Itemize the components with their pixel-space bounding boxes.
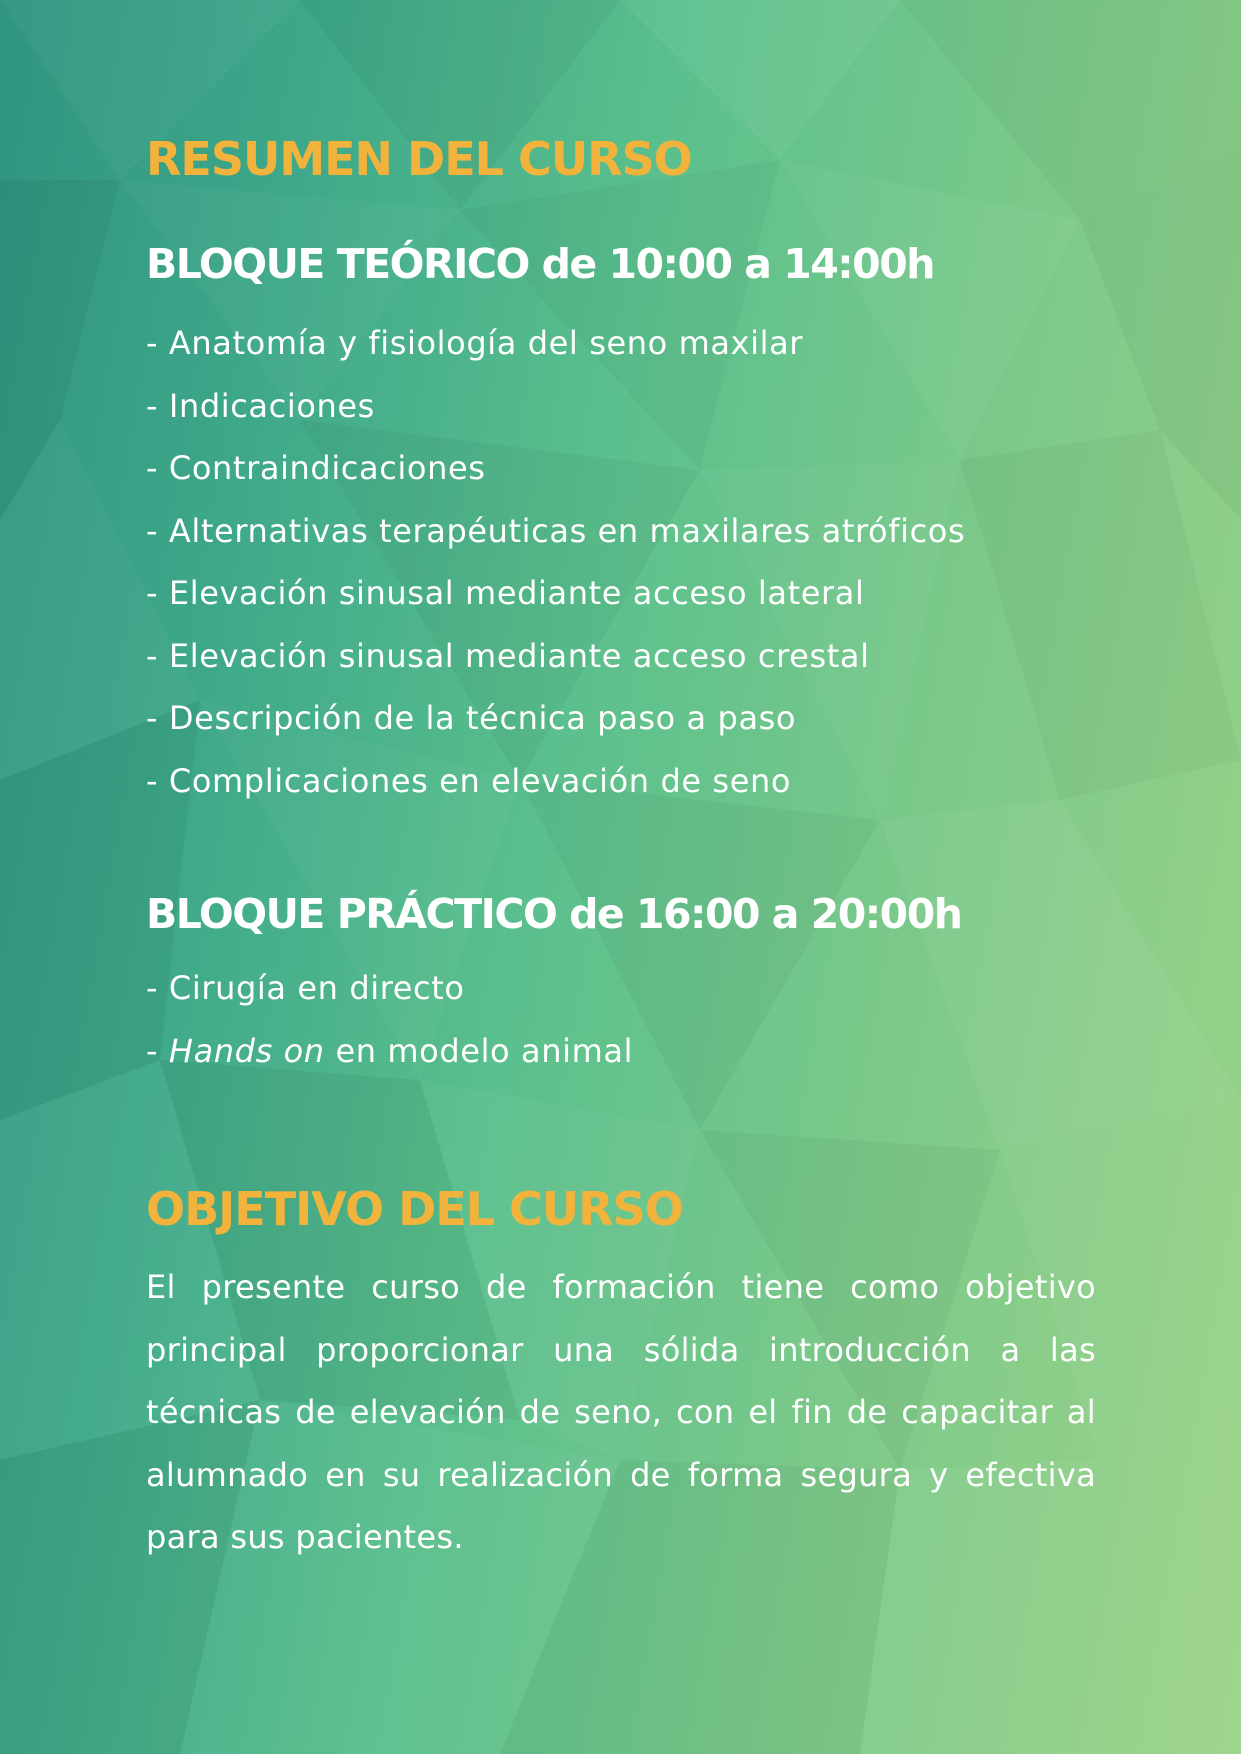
list-item: - Contraindicaciones	[146, 449, 486, 487]
list-item: - Elevación sinusal mediante acceso crestal	[146, 636, 870, 675]
theory-block-list	[146, 312, 965, 812]
course-summary-title: RESUMEN DEL CURSO	[146, 132, 692, 186]
list-item: - Complicaciones en elevación de seno	[146, 761, 792, 800]
list-item: - Indicaciones	[146, 386, 375, 425]
practice-block-list	[146, 957, 633, 1082]
list-item	[146, 957, 633, 1020]
list-item-prefix: -	[146, 1031, 169, 1070]
course-objective-text: El presente curso de formación tiene como objetivo principal proporcionar una sólida introducción a las técnicas de elevación de seno, con el fin de capacitar al alumnado en su realización de forma segura y efectiva para sus pacientes.	[146, 1268, 1096, 1556]
theory-block-title: BLOQUE TEÓRICO de 10:00 a 14:00h	[146, 240, 934, 288]
list-item: - Anatomía y fisiología del seno maxilar	[146, 324, 804, 362]
course-objective-title: OBJETIVO DEL CURSO	[146, 1182, 683, 1236]
list-item-text: en modelo animal	[324, 1031, 634, 1070]
list-item-text: Cirugía en directo	[168, 969, 465, 1007]
list-item-italic-text: Hands on	[168, 1031, 325, 1070]
list-item: - Elevación sinusal mediante acceso lateral	[146, 574, 865, 612]
practice-block-title: BLOQUE PRÁCTICO de 16:00 a 20:00h	[146, 890, 962, 938]
list-item-prefix: -	[146, 969, 169, 1007]
list-item	[146, 1020, 633, 1083]
list-item: - Descripción de la técnica paso a paso	[146, 699, 797, 737]
list-item: - Alternativas terapéuticas en maxilares atróficos	[146, 511, 966, 550]
